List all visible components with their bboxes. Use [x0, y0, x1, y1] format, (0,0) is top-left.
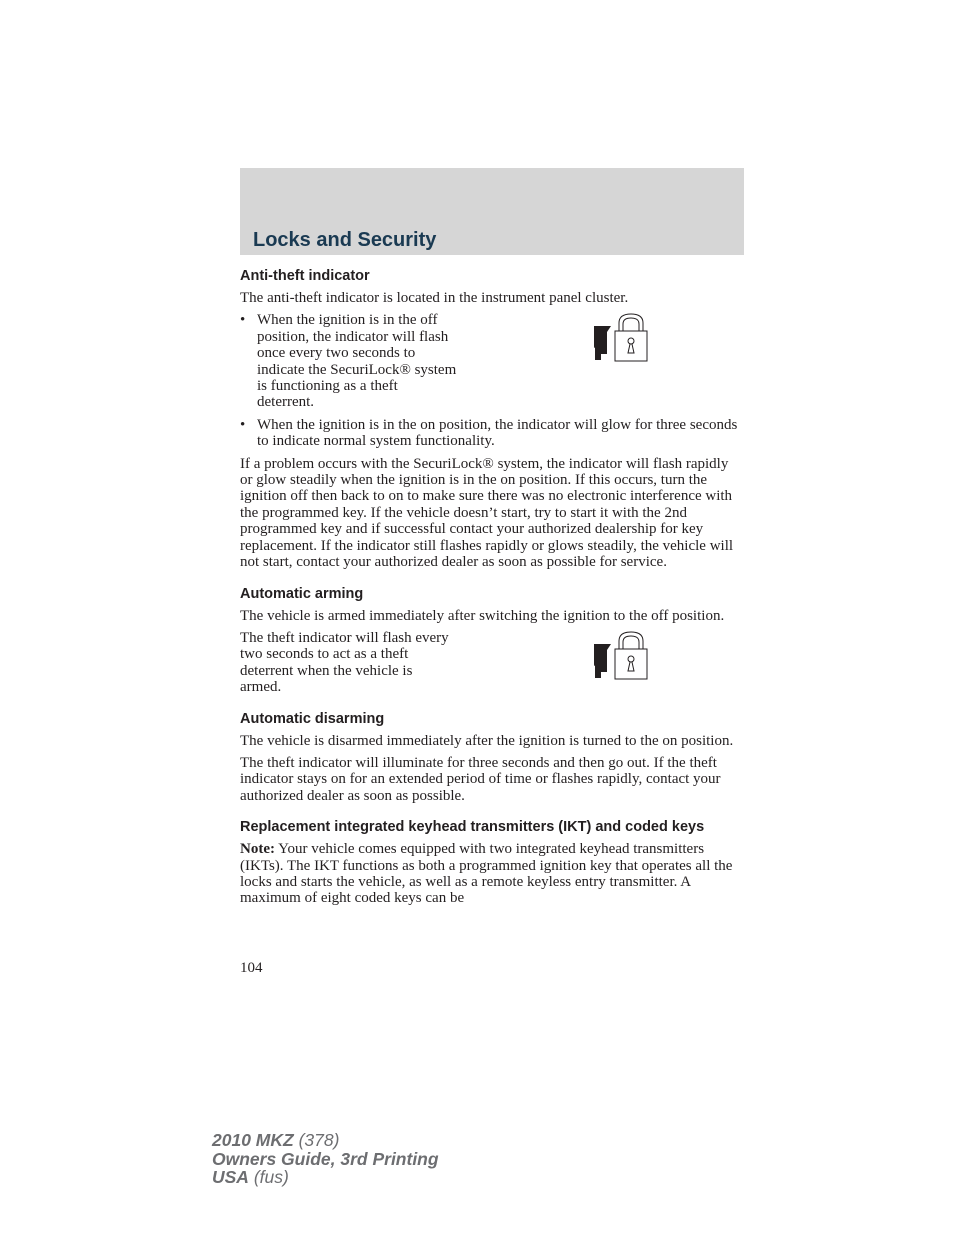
automatic-disarming-paragraph: The vehicle is disarmed immediately after the ignition is turned to the on position.: [240, 732, 734, 749]
section-title: Locks and Security: [253, 229, 437, 251]
bullet-marker: •: [240, 312, 246, 329]
page-content: [240, 266, 744, 907]
bullet-marker: •: [240, 416, 246, 433]
automatic-disarming-heading: Automatic disarming: [240, 710, 385, 727]
section-header-band: [240, 168, 744, 255]
publication-footer: [212, 1131, 439, 1187]
page-number: 104: [240, 960, 263, 976]
footer-region-line: USA (fus): [212, 1167, 289, 1187]
note-label: Note:: [240, 841, 275, 858]
theft-indicator-icon: [591, 312, 651, 364]
bullet-text-ignition-off: When the ignition is in the off position, the indicator will flash once every two seconds to indicate the SecuriLock® system is functioning as a theft deterrent.: [257, 312, 457, 411]
theft-indicator-flash-text: The theft indicator will flash every two seconds to act as a theft deterrent when the vehicle is armed.: [240, 629, 449, 696]
theft-indicator-flash-row: [240, 630, 744, 696]
theft-indicator-illuminate-paragraph: The theft indicator will illuminate for three seconds and then go out. If the theft indicator stays on for an extended period of time or flashes rapidly, contact your authorized dealer as soon as possible.: [240, 754, 721, 804]
bullet-item-ignition-on: [240, 417, 744, 450]
bullet-text-ignition-on: When the ignition is in the on position, the indicator will glow for three seconds to indicate normal system functionality.: [257, 416, 738, 450]
automatic-arming-paragraph: The vehicle is armed immediately after switching the ignition to the off position.: [240, 607, 725, 624]
anti-theft-intro: The anti-theft indicator is located in the instrument panel cluster.: [240, 290, 629, 306]
theft-indicator-icon: [591, 630, 651, 682]
automatic-arming-heading: Automatic arming: [240, 585, 364, 602]
anti-theft-heading: Anti-theft indicator: [240, 268, 370, 284]
ikt-note-paragraph: [240, 841, 744, 907]
footer-guide-line: Owners Guide, 3rd Printing: [212, 1148, 439, 1169]
note-text: Your vehicle comes equipped with two integrated keyhead transmitters (IKTs). The IKT functions as both a programmed ignition key that operates all the locks and starts the vehicle, as well as a remote keyless entry transmitter. A maximum of eight coded keys can be: [240, 841, 733, 907]
ikt-heading: Replacement integrated keyhead transmitters (IKT) and coded keys: [240, 819, 705, 836]
bullet-item-ignition-off: [240, 312, 744, 410]
footer-model-line: 2010 MKZ (378): [212, 1130, 340, 1150]
securilock-problem-paragraph: If a problem occurs with the SecuriLock® system, the indicator will flash rapidly or glow steadily when the ignition is in the on position. If this occurs, turn the ignition off then back to on to make sure there was no electronic interference with the programmed key. If the vehicle doesn’t start, try to start it with the 2nd programmed key and if successful contact your authorized dealership for key replacement. If the indicator still flashes rapidly or glows steadily, the vehicle will not start, contact your authorized dealer as soon as possible for service.: [240, 455, 734, 571]
